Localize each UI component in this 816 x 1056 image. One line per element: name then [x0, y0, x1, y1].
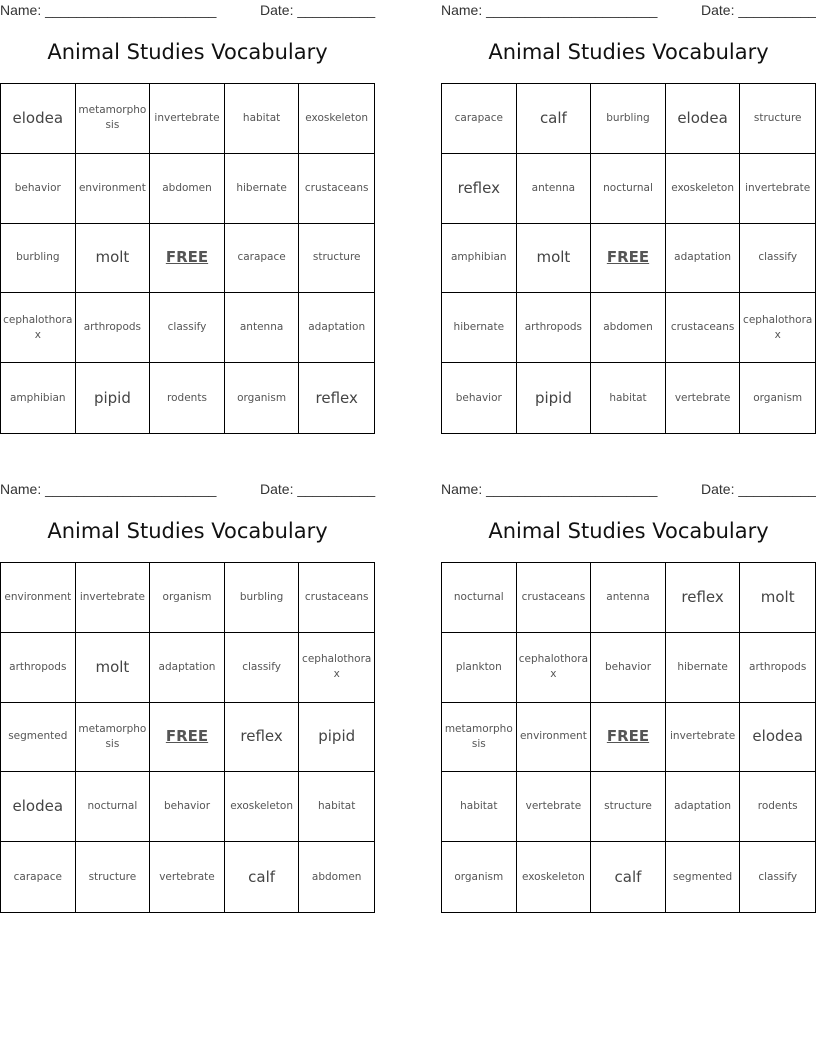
bingo-cell: behavior — [1, 154, 76, 224]
name-field: Name: ______________________ — [441, 481, 658, 497]
bingo-cell: habitat — [591, 363, 666, 433]
bingo-cell: calf — [591, 842, 666, 912]
bingo-cell: crustaceans — [299, 154, 374, 224]
free-space-cell: FREE — [591, 703, 666, 773]
bingo-grid — [441, 562, 816, 913]
bingo-cell: hibernate — [225, 154, 300, 224]
bingo-cell: rodents — [150, 363, 225, 433]
bingo-cell: classify — [150, 293, 225, 363]
name-field: Name: ______________________ — [0, 2, 217, 18]
bingo-cell: molt — [740, 563, 815, 633]
bingo-cell: abdomen — [150, 154, 225, 224]
bingo-cell: habitat — [299, 772, 374, 842]
bingo-cell: elodea — [1, 84, 76, 154]
bingo-cell: habitat — [225, 84, 300, 154]
bingo-cell: arthropods — [517, 293, 592, 363]
name-date-line — [0, 481, 375, 499]
bingo-cell: elodea — [666, 84, 741, 154]
card-title: Animal Studies Vocabulary — [47, 40, 328, 64]
bingo-cell: invertebrate — [76, 563, 151, 633]
bingo-cell: invertebrate — [740, 154, 815, 224]
bingo-cell: molt — [517, 224, 592, 294]
bingo-cell: organism — [753, 391, 803, 404]
bingo-cell: antenna — [591, 563, 666, 633]
bingo-cell: elodea — [740, 703, 815, 773]
bingo-cell: amphibian — [442, 224, 517, 294]
bingo-cell: hibernate — [666, 633, 741, 703]
bingo-cell: antenna — [517, 154, 592, 224]
bingo-cell: arthropods — [1, 633, 76, 703]
bingo-cell: crustaceans — [666, 293, 741, 363]
bingo-cell: cephalothorax — [1, 293, 76, 363]
bingo-cell: environment — [1, 563, 76, 633]
bingo-cell: classify — [225, 633, 300, 703]
bingo-cell: burbling — [1, 224, 76, 294]
free-space-cell: FREE — [591, 224, 666, 294]
bingo-cell: amphibian — [1, 363, 76, 433]
bingo-cell: habitat — [442, 772, 517, 842]
bingo-cell: reflex — [666, 563, 741, 633]
bingo-cell: organism — [442, 842, 517, 912]
bingo-cell: segmented — [1, 703, 76, 773]
bingo-grid — [0, 562, 375, 913]
bingo-cell: hibernate — [442, 293, 517, 363]
bingo-cell: organism — [150, 563, 225, 633]
bingo-cell: behavior — [150, 772, 225, 842]
bingo-card-4 — [441, 479, 816, 919]
bingo-cell: carapace — [225, 224, 300, 294]
bingo-cell: classify — [758, 870, 798, 883]
bingo-cell: exoskeleton — [299, 84, 374, 154]
name-date-line — [441, 481, 816, 499]
bingo-cell: molt — [76, 224, 151, 294]
bingo-cell: environment — [517, 703, 592, 773]
bingo-cell: exoskeleton — [225, 772, 300, 842]
bingo-cell: nocturnal — [591, 154, 666, 224]
bingo-cell: burbling — [591, 84, 666, 154]
bingo-cell: structure — [591, 772, 666, 842]
bingo-cell: metamorphosis — [76, 703, 151, 773]
bingo-cell: carapace — [442, 84, 517, 154]
bingo-cell: reflex — [315, 388, 358, 407]
date-field: Date: __________ — [260, 2, 376, 18]
bingo-cell: cephalothorax — [517, 633, 592, 703]
bingo-cell: pipid — [76, 363, 151, 433]
bingo-cell: adaptation — [299, 293, 374, 363]
date-field: Date: __________ — [701, 481, 816, 497]
bingo-card-3 — [0, 479, 375, 919]
bingo-cell: structure — [299, 224, 374, 294]
bingo-cell: calf — [225, 842, 300, 912]
bingo-cell: molt — [76, 633, 151, 703]
bingo-cell: abdomen — [311, 870, 362, 883]
bingo-grid — [0, 83, 375, 434]
bingo-cell: reflex — [225, 703, 300, 773]
bingo-cell: arthropods — [76, 293, 151, 363]
bingo-card-1 — [0, 0, 375, 440]
date-field: Date: __________ — [260, 481, 376, 497]
card-title: Animal Studies Vocabulary — [488, 40, 769, 64]
bingo-cell: structure — [740, 84, 815, 154]
bingo-cell: nocturnal — [76, 772, 151, 842]
bingo-cell: elodea — [1, 772, 76, 842]
bingo-cell: exoskeleton — [666, 154, 741, 224]
bingo-cell: adaptation — [150, 633, 225, 703]
name-field: Name: ______________________ — [0, 481, 217, 497]
name-field: Name: ______________________ — [441, 2, 658, 18]
name-date-line — [0, 2, 375, 20]
bingo-cell: burbling — [225, 563, 300, 633]
bingo-cell: reflex — [442, 154, 517, 224]
bingo-cell: rodents — [740, 772, 815, 842]
bingo-cell: vertebrate — [150, 842, 225, 912]
bingo-cell: environment — [76, 154, 151, 224]
bingo-cell: pipid — [299, 703, 374, 773]
bingo-cell: behavior — [591, 633, 666, 703]
bingo-cell: plankton — [442, 633, 517, 703]
bingo-cell: crustaceans — [517, 563, 592, 633]
bingo-cell: cephalothorax — [740, 293, 815, 363]
bingo-cell: metamorphosis — [442, 703, 517, 773]
bingo-cell: behavior — [442, 363, 517, 433]
bingo-cell: calf — [517, 84, 592, 154]
bingo-cell: organism — [225, 363, 300, 433]
bingo-cell: segmented — [666, 842, 741, 912]
bingo-cell: nocturnal — [442, 563, 517, 633]
bingo-cell: exoskeleton — [517, 842, 592, 912]
bingo-card-2 — [441, 0, 816, 440]
bingo-cell: vertebrate — [517, 772, 592, 842]
bingo-cell: classify — [740, 224, 815, 294]
bingo-cell: abdomen — [591, 293, 666, 363]
bingo-cell: cephalothorax — [299, 633, 374, 703]
bingo-cell: pipid — [517, 363, 592, 433]
bingo-cell: vertebrate — [666, 363, 741, 433]
bingo-cell: carapace — [1, 842, 76, 912]
name-date-line — [441, 2, 816, 20]
bingo-cell: metamorphosis — [76, 84, 151, 154]
bingo-cell: adaptation — [666, 772, 741, 842]
card-title: Animal Studies Vocabulary — [488, 519, 769, 543]
bingo-grid — [441, 83, 816, 434]
bingo-cell: invertebrate — [666, 703, 741, 773]
free-space-cell: FREE — [150, 224, 225, 294]
bingo-cell: arthropods — [740, 633, 815, 703]
bingo-cell: crustaceans — [299, 563, 374, 633]
free-space-cell: FREE — [150, 703, 225, 773]
bingo-cell: structure — [76, 842, 151, 912]
date-field: Date: __________ — [701, 2, 816, 18]
bingo-cell: antenna — [225, 293, 300, 363]
card-title: Animal Studies Vocabulary — [47, 519, 328, 543]
bingo-cell: invertebrate — [150, 84, 225, 154]
bingo-cell: adaptation — [666, 224, 741, 294]
